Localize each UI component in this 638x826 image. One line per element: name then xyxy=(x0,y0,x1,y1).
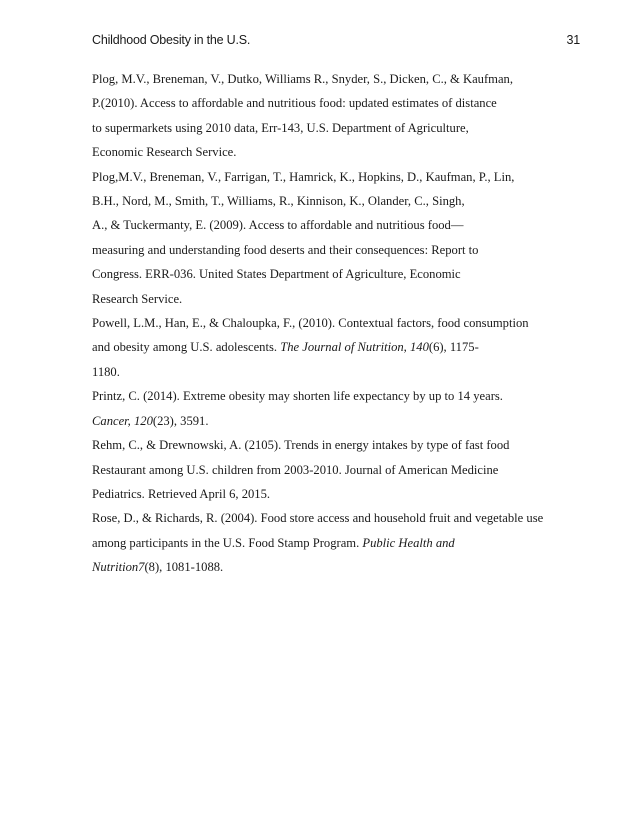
reference-line xyxy=(92,506,552,530)
reference-entry xyxy=(92,311,552,384)
reference-line xyxy=(92,555,552,579)
reference-text: and obesity among U.S. adolescents. xyxy=(92,340,281,355)
reference-line xyxy=(92,384,552,408)
reference-entry xyxy=(92,165,552,311)
reference-line xyxy=(92,409,552,433)
reference-line xyxy=(92,335,552,359)
reference-text: 1180. xyxy=(92,364,120,379)
reference-line xyxy=(92,67,552,91)
reference-line xyxy=(92,165,552,189)
reference-text: (6), 1175- xyxy=(428,340,479,355)
reference-italic-text: The Journal of Nutrition, 140 xyxy=(280,340,429,355)
reference-entry xyxy=(92,384,552,433)
reference-list xyxy=(92,67,552,580)
reference-text: Restaurant among U.S. children from 2003-2010. Journal of American Medicine xyxy=(92,462,499,477)
reference-entry xyxy=(92,67,552,165)
reference-text: Powell, L.M., Han, E., & Chaloupka, F., (2010). Contextual factors, food consumption xyxy=(92,316,529,331)
reference-line xyxy=(92,433,552,457)
reference-text: Economic Research Service. xyxy=(92,145,237,160)
reference-text: A., & Tuckermanty, E. (2009). Access to affordable and nutritious food— xyxy=(92,218,464,233)
reference-text: B.H., Nord, M., Smith, T., Williams, R., Kinnison, K., Olander, C., Singh, xyxy=(92,194,465,209)
reference-text: P.(2010). Access to affordable and nutritious food: updated estimates of distance xyxy=(92,96,497,111)
reference-italic-text: Public Health and xyxy=(362,535,455,550)
reference-text: measuring and understanding food deserts and their consequences: Report to xyxy=(92,242,479,257)
running-title: Childhood Obesity in the U.S. xyxy=(92,33,251,47)
reference-line xyxy=(92,238,552,262)
reference-line xyxy=(92,287,552,311)
reference-line xyxy=(92,140,552,164)
reference-italic-text: Nutrition7 xyxy=(92,560,145,575)
reference-text: Pediatrics. Retrieved April 6, 2015. xyxy=(92,486,271,501)
reference-line xyxy=(92,189,552,213)
reference-text: to supermarkets using 2010 data, Err-143, U.S. Department of Agriculture, xyxy=(92,120,469,135)
reference-text: Plog,M.V., Breneman, V., Farrigan, T., Hamrick, K., Hopkins, D., Kaufman, P., Lin, xyxy=(92,169,515,184)
reference-line xyxy=(92,213,552,237)
running-header xyxy=(92,33,580,55)
reference-line xyxy=(92,311,552,335)
reference-italic-text: Cancer, 120 xyxy=(92,413,153,428)
reference-entry xyxy=(92,433,552,506)
reference-text: (23), 3591. xyxy=(152,413,209,428)
reference-text: Printz, C. (2014). Extreme obesity may shorten life expectancy by up to 14 years. xyxy=(92,389,503,404)
reference-entry xyxy=(92,506,552,579)
reference-text: Plog, M.V., Breneman, V., Dutko, Williams R., Snyder, S., Dicken, C., & Kaufman, xyxy=(92,72,513,86)
reference-line xyxy=(92,458,552,482)
reference-line xyxy=(92,91,552,115)
reference-line xyxy=(92,360,552,384)
reference-text: among participants in the U.S. Food Stamp Program. xyxy=(92,535,363,550)
reference-text: Rose, D., & Richards, R. (2004). Food store access and household fruit and vegetable use xyxy=(92,511,544,526)
reference-text: Rehm, C., & Drewnowski, A. (2105). Trends in energy intakes by type of fast food xyxy=(92,438,510,453)
reference-text: Research Service. xyxy=(92,291,183,306)
reference-line xyxy=(92,262,552,286)
reference-line xyxy=(92,531,552,555)
reference-text: Congress. ERR-036. United States Department of Agriculture, Economic xyxy=(92,267,461,282)
page-number: 31 xyxy=(566,33,580,47)
reference-line xyxy=(92,482,552,506)
reference-text: (8), 1081-1088. xyxy=(144,560,224,575)
reference-line xyxy=(92,116,552,140)
